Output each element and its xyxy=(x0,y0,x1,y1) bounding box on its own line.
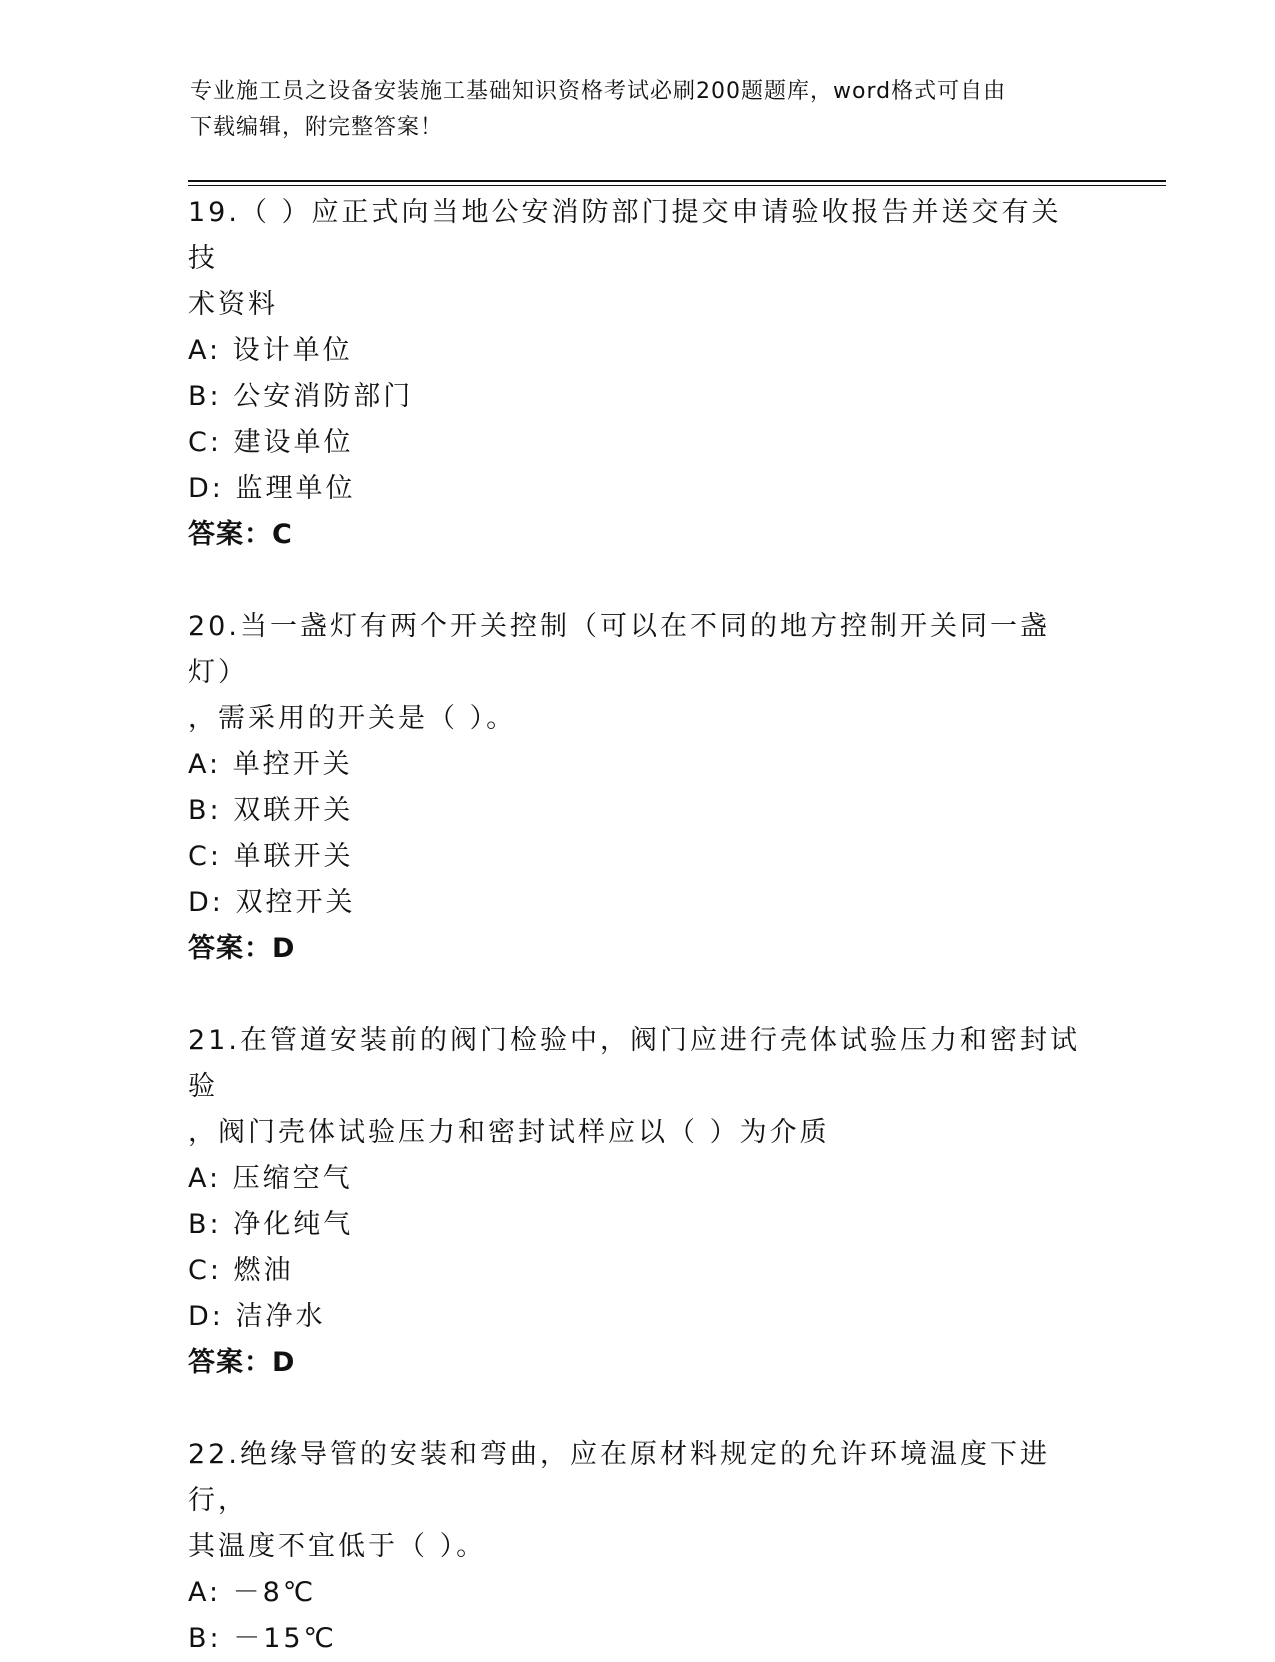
question-stem-line: 21.在管道安装前的阀门检验中，阀门应进行壳体试验压力和密封试验 xyxy=(188,1025,1080,1102)
question-stem-line: 19.（ ）应正式向当地公安消防部门提交申请验收报告并送交有关技 xyxy=(188,197,1062,274)
question-stem-line: 22.绝缘导管的安装和弯曲，应在原材料规定的允许环境温度下进行， xyxy=(188,1439,1050,1516)
option-b: B: 公安消防部门 xyxy=(188,381,414,412)
question-stem-line: 术资料 xyxy=(188,289,278,320)
answer-line: 答案：D xyxy=(188,933,296,964)
question-spacer xyxy=(188,558,1088,604)
header-divider-thick xyxy=(188,180,1166,182)
question-20 xyxy=(188,604,1088,972)
document-header xyxy=(190,74,1090,146)
option-a: A: 压缩空气 xyxy=(188,1163,353,1194)
question-stem-line: ，需采用的开关是（ ）。 xyxy=(188,703,517,734)
question-21 xyxy=(188,1018,1088,1386)
option-b: B: 双联开关 xyxy=(188,795,354,826)
question-stem-line: 20.当一盏灯有两个开关控制（可以在不同的地方控制开关同一盏灯） xyxy=(188,611,1050,688)
header-line-1: 专业施工员之设备安装施工基础知识资格考试必刷200题题库，word格式可自由 xyxy=(190,79,1007,104)
option-c: C: 燃油 xyxy=(188,1255,294,1286)
question-stem-line: ，阀门壳体试验压力和密封试样应以（ ）为介质 xyxy=(188,1117,830,1148)
option-c: C: 建设单位 xyxy=(188,427,354,458)
header-divider-thin xyxy=(188,185,1166,186)
option-b: B: 净化纯气 xyxy=(188,1209,354,1240)
option-b: B: －15℃ xyxy=(188,1623,337,1654)
answer-line: 答案：D xyxy=(188,1347,296,1378)
option-c: C: 单联开关 xyxy=(188,841,354,872)
question-19 xyxy=(188,190,1088,558)
option-d: D: 监理单位 xyxy=(188,473,356,504)
option-d: D: 洁净水 xyxy=(188,1301,326,1332)
answer-line: 答案：C xyxy=(188,519,293,550)
option-d: D: 双控开关 xyxy=(188,887,356,918)
question-22 xyxy=(188,1432,1088,1662)
header-line-2: 下载编辑，附完整答案！ xyxy=(190,115,444,140)
question-spacer xyxy=(188,1386,1088,1432)
question-spacer xyxy=(188,972,1088,1018)
option-a: A: －8℃ xyxy=(188,1577,317,1608)
option-a: A: 设计单位 xyxy=(188,335,353,366)
question-list xyxy=(188,190,1088,1662)
question-stem-line: 其温度不宜低于（ ）。 xyxy=(188,1531,487,1562)
option-a: A: 单控开关 xyxy=(188,749,353,780)
